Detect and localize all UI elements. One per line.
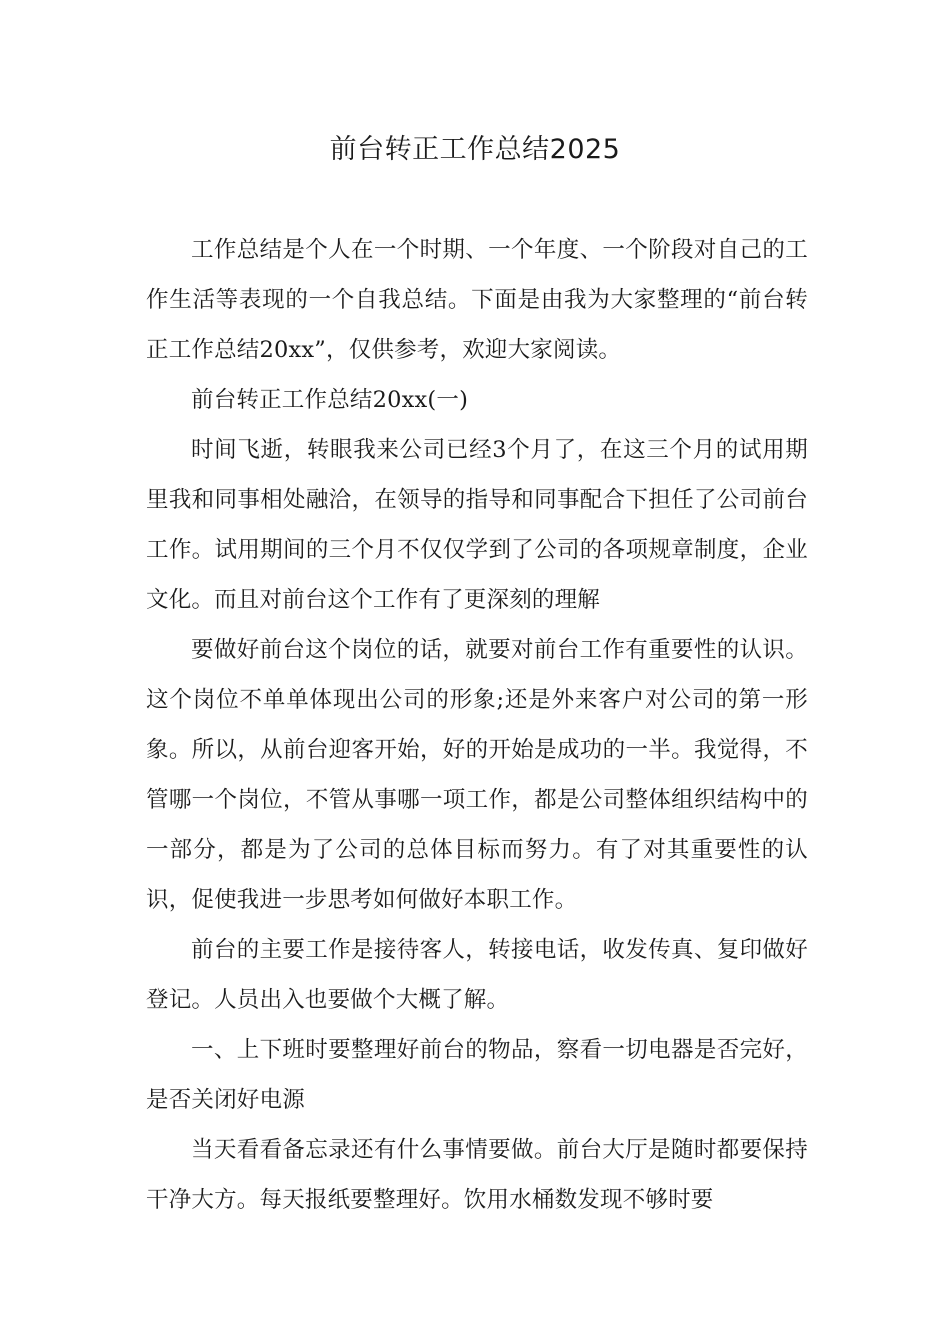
paragraph-item-one: 一、上下班时要整理好前台的物品，察看一切电器是否完好，是否关闭好电源 [146, 1037, 808, 1113]
document-title: 前台转正工作总结2025 [329, 134, 621, 165]
paragraph-daily-tasks: 当天看看备忘录还有什么事情要做。前台大厅是随时都要保持干净大方。每天报纸要整理好。饮用水桶数发现不够时要 [146, 1137, 808, 1213]
paragraph-section-heading: 前台转正工作总结20xx(一) [191, 387, 469, 413]
paragraph-main-duties: 前台的主要工作是接待客人，转接电话，收发传真、复印做好登记。人员出入也要做个大概了解。 [146, 937, 808, 1013]
paragraph-importance: 要做好前台这个岗位的话，就要对前台工作有重要性的认识。这个岗位不单单体现出公司的形象;还是外来客户对公司的第一形象。所以，从前台迎客开始，好的开始是成功的一半。我觉得，不管哪一个岗位，不管从事哪一项工作，都是公司整体组织结构中的一部分，都是为了公司的总体目标而努力。有了对其重要性的认识，促使我进一步思考如何做好本职工作。 [146, 637, 808, 913]
document-body [146, 225, 808, 1225]
paragraph-probation: 时间飞逝，转眼我来公司已经3个月了，在这三个月的试用期里我和同事相处融洽，在领导的指导和同事配合下担任了公司前台工作。试用期间的三个月不仅仅学到了公司的各项规章制度，企业文化。而且对前台这个工作有了更深刻的理解 [146, 437, 808, 613]
paragraph-intro: 工作总结是个人在一个时期、一个年度、一个阶段对自己的工作生活等表现的一个自我总结。下面是由我为大家整理的“前台转正工作总结20xx”，仅供参考，欢迎大家阅读。 [146, 237, 808, 363]
